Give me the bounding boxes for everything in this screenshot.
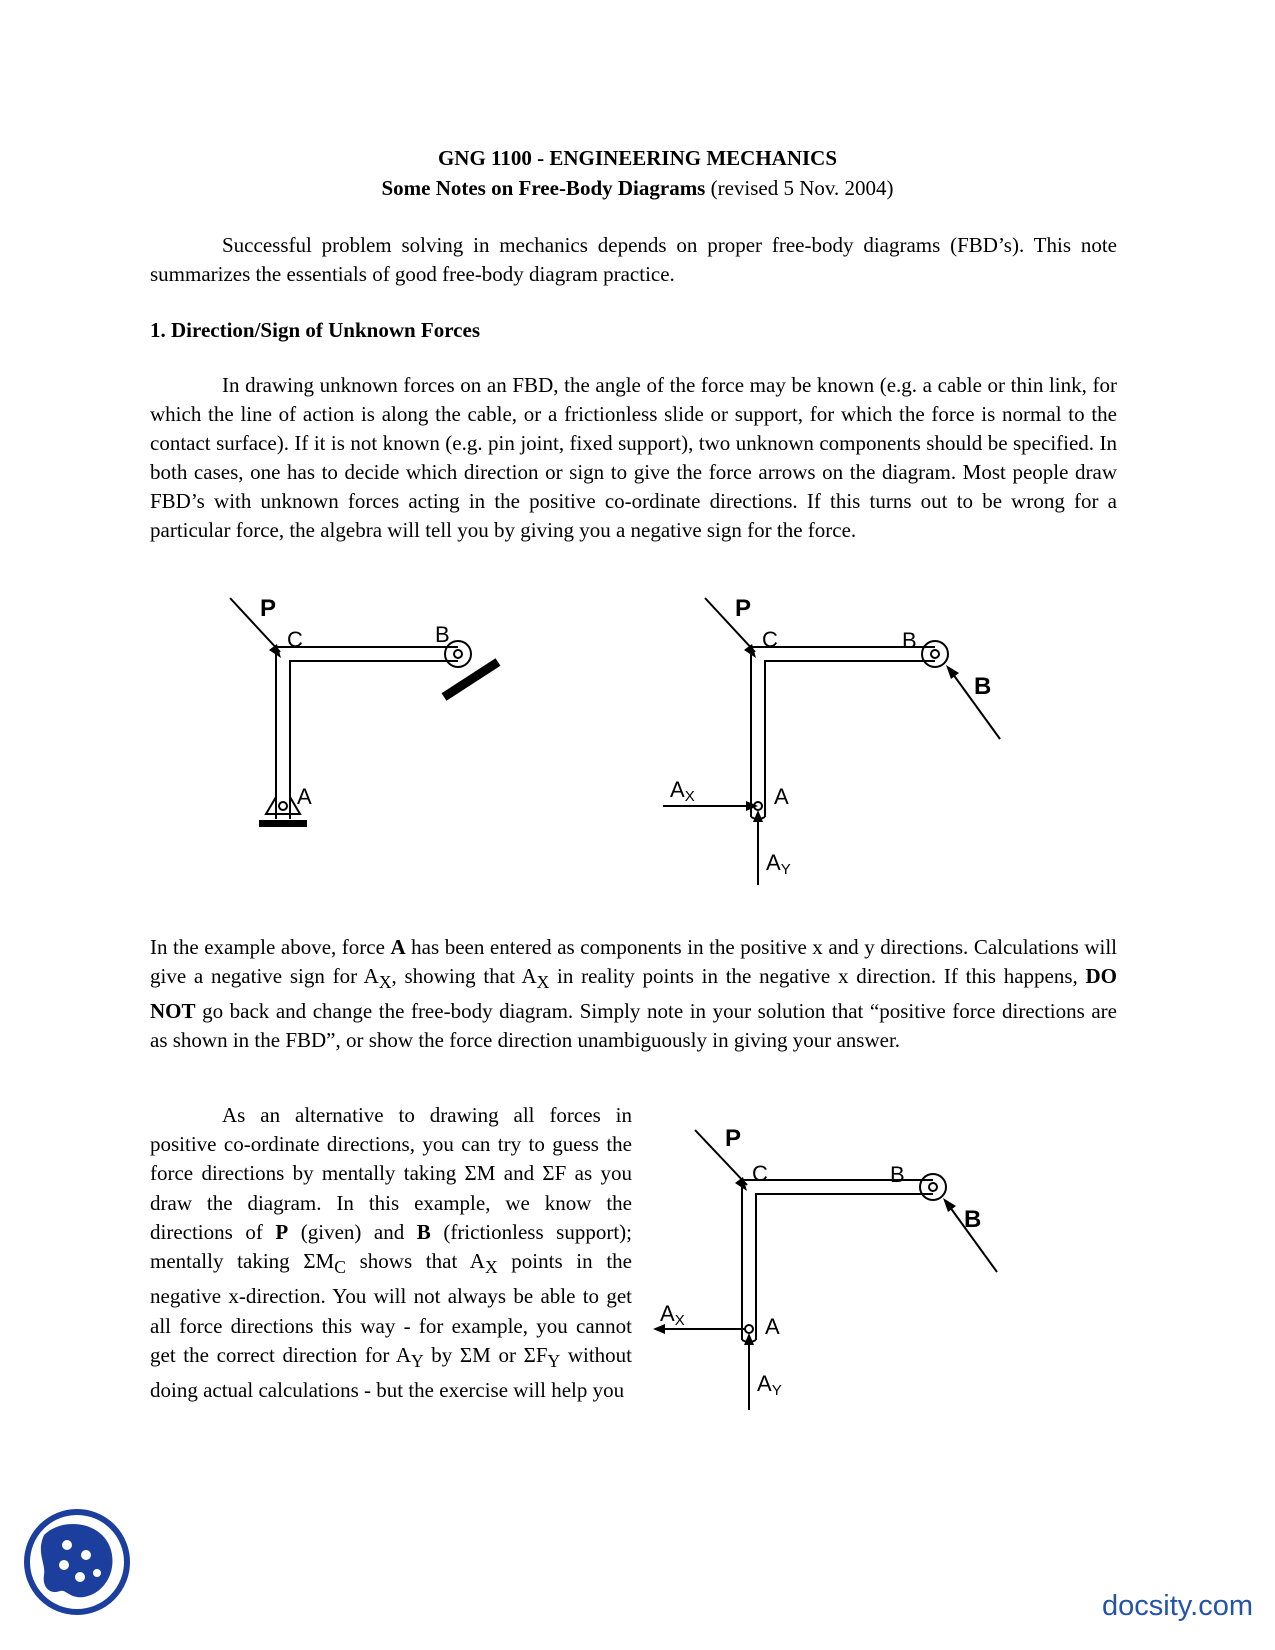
arrowhead-ay — [753, 810, 763, 822]
label-b-force: B — [974, 673, 992, 700]
document-title: GNG 1100 - ENGINEERING MECHANICS — [437, 146, 838, 170]
label-b: B — [435, 622, 450, 647]
label-a: A — [297, 784, 312, 809]
document-subtitle — [0, 176, 1275, 201]
label-a: A — [765, 1314, 780, 1339]
alternative-paragraph: As an alternative to drawing all forces in positive co-ordinate directions, you can try to guess the force directions by mentally taking ΣM and ΣF as you draw the diagram. In this example, we know the directions of P (given) and B (frictionless support); mentally taking $\Sigma M_C$ shows that $A_X$ points in the negative x-direction. You will not always be able to get all force directions this way - for example, you cannot get the correct direction for $A_Y$ by ΣM or $\Sigma F_Y$ without doing actual calculations - but the exercise will help you — [150, 1103, 632, 1403]
subtitle-date: (revised 5 Nov. 2004) — [705, 176, 894, 200]
label-ay: AY — [757, 1371, 782, 1399]
figure-structure-with-supports — [230, 592, 520, 842]
intro-paragraph: Successful problem solving in mechanics depends on proper free-body diagrams (FBD’s). This note summarizes the essentials of good free-body diagram practice. — [150, 233, 1117, 286]
support-surface-b — [444, 662, 498, 697]
label-p: P — [260, 595, 277, 622]
label-b: B — [902, 628, 917, 653]
label-c: C — [752, 1161, 768, 1186]
label-p: P — [735, 595, 752, 622]
docsity-watermark-link[interactable]: docsity.com — [1102, 1590, 1253, 1622]
section-heading: 1. Direction/Sign of Unknown Forces — [150, 318, 480, 342]
arrowhead-b — [943, 1198, 956, 1212]
label-p: P — [725, 1125, 742, 1152]
label-c: C — [762, 627, 778, 652]
label-c: C — [287, 627, 303, 652]
fixed-ground-a — [259, 820, 307, 827]
arrowhead-ay — [744, 1333, 754, 1345]
subtitle-bold: Some Notes on Free-Body Diagrams — [381, 176, 706, 200]
figure-fbd-guessed-directions — [660, 1110, 1035, 1420]
section1-paragraph: In drawing unknown forces on an FBD, the angle of the force may be known (e.g. a cable or thin link, for which the line of action is along the cable, or a frictionless slide or support, for which the force is normal to the contact surface). If it is not known (e.g. pin joint, fixed support), two unknown components should be specified. In both cases, one has to decide which direction or sign to give the force arrows on the diagram. Most people draw FBD’s with unknown forces acting in the positive co-ordinate directions. If this turns out to be wrong for a particular force, the algebra will tell you by giving you a negative sign for the force. — [150, 373, 1117, 542]
label-ax: AX — [660, 1301, 685, 1329]
figure-fbd-positive-components — [670, 592, 1030, 892]
arrowhead-b — [946, 665, 959, 679]
label-ax: AX — [670, 777, 695, 805]
docsity-logo-icon — [22, 1507, 132, 1617]
label-b: B — [890, 1162, 905, 1187]
label-a: A — [774, 784, 789, 809]
label-ay: AY — [766, 850, 791, 878]
label-b-force: B — [964, 1206, 982, 1233]
example-paragraph: In the example above, force A has been entered as components in the positive x and y directions. Calculations will give a negative sign for $A_X$, showing that $A_X$ in reality points in the negative x direction. If this happens, DO NOT go back and change the free-body diagram. Simply note in your solution that “positive force directions are as shown in the FBD”, or show the force direction unambiguously in giving your answer. — [150, 935, 1118, 1053]
